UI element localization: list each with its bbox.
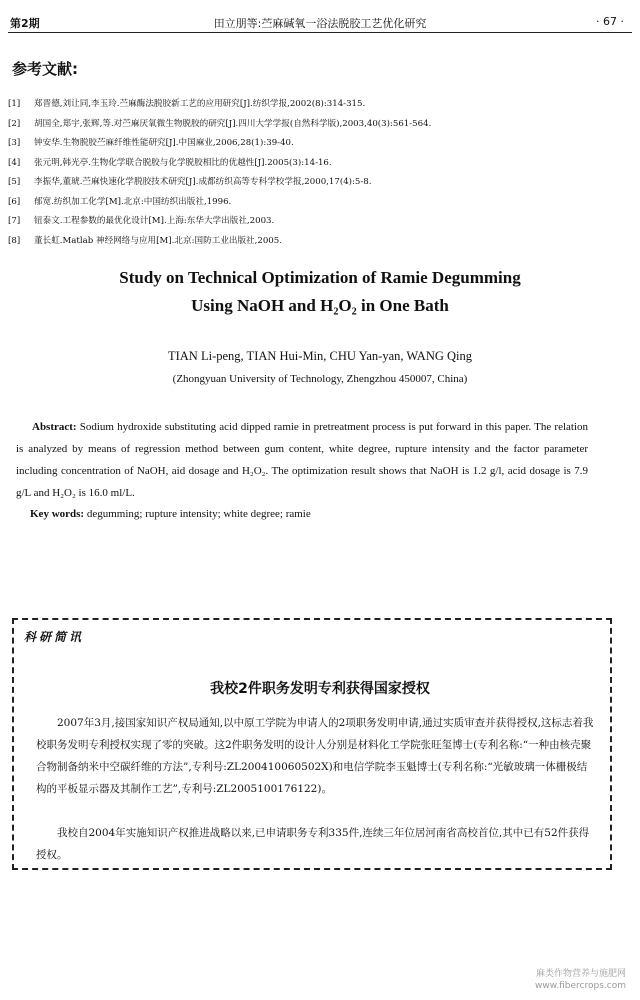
watermark-line2: www.fibercrops.com	[535, 981, 626, 991]
reference-text: 郁宽.纺织加工化学[M].北京:中国纺织出版社,1996.	[34, 196, 232, 207]
watermark-line1: 麻类作物营养与施肥网	[535, 969, 626, 979]
watermark	[535, 968, 626, 992]
reference-item	[8, 134, 628, 154]
reference-item	[8, 193, 628, 213]
reference-list	[8, 95, 628, 251]
reference-number: [6]	[8, 196, 21, 207]
reference-number: [8]	[8, 235, 21, 246]
article-title-line1: Study on Technical Optimization of Ramie Degumming	[119, 268, 521, 287]
reference-item	[8, 154, 628, 174]
reference-number: [1]	[8, 99, 21, 109]
news-box-tag: 科研简讯	[24, 630, 85, 644]
reference-item	[8, 232, 628, 252]
reference-text: 钮泰文.工程参数的最优化设计[M].上海:东华大学出版社,2003.	[34, 216, 275, 226]
reference-item	[8, 115, 628, 135]
reference-text: 郑晋德,刘让同,李玉玲.苎麻酶法脱胶新工艺的应用研究[J].纺织学报,2002(8):314-315.	[34, 99, 366, 109]
abstract-label: Abstract:	[32, 421, 77, 433]
references-heading: 参考文献:	[12, 60, 78, 78]
news-paragraph-1: 2007年3月,接国家知识产权局通知,以中原工学院为申请人的2项职务发明申请,通过实质审查并获得授权,这标志着我校职务发明专利授权实现了零的突破。这2件职务发明的设计人分别是材料化工学院张旺玺博士(专利名称:“一种由核壳聚合物制备纳米中空碳纤维的方法”,专利号:ZL200410060502X)和电信学院李玉魁博士(专利名称:“光敏玻璃一体栅极结构的平板显示器及其制作工艺”,专利号:ZL2005100176122)。	[36, 717, 594, 795]
running-title: 田立朋等:苎麻碱氧一浴法脱胶工艺优化研究	[213, 17, 427, 30]
keywords	[30, 508, 311, 520]
abstract	[16, 416, 588, 504]
abstract-text: Sodium hydroxide substituting acid dipped ramie in pretreatment process is put forward in this paper. The relation is analyzed by means of regression method between gum content, white degree, rupture intensity and the factor parameter including concentration of NaOH, aid dosage and H₂O₂. The optimization result shows that NaOH is 1.2 g/l, acid dosage is 7.9 g/L and H₂O₂ is 16.0 ml/L.	[16, 421, 589, 499]
reference-text: 胡国全,郑宇,张辉,等.对苎麻厌氧微生物脱胶的研究[J].四川大学学报(自然科学版),2003,40(3):561-564.	[34, 118, 432, 129]
reference-number: [5]	[8, 177, 21, 187]
reference-item	[8, 173, 628, 193]
reference-text: 李振华,董琥.苎麻快速化学脱胶技术研究[J].成都纺织高等专科学校学报,2000,17(4):5-8.	[34, 177, 372, 187]
reference-number: [3]	[8, 138, 21, 148]
reference-number: [2]	[8, 118, 21, 129]
page-number: · 67 ·	[596, 15, 624, 28]
article-title-line2: Using NaOH and H₂O₂ in One Bath	[191, 296, 449, 315]
news-paragraph-2: 我校自2004年实施知识产权推进战略以来,已申请职务专利335件,连续三年位居河南省高校首位,其中已有52件获得授权。	[36, 827, 590, 861]
reference-number: [4]	[8, 157, 21, 168]
running-header	[8, 10, 632, 33]
reference-text: 张元明,韩光亭.生物化学联合脱胶与化学脱胶相比的优越性[J].2005(3):14-16.	[34, 157, 332, 168]
reference-text: 钟安华.生物脱胶苎麻纤维性能研究[J].中国麻业,2006,28(1):39-40.	[34, 138, 294, 148]
author-list: TIAN Li-peng, TIAN Hui-Min, CHU Yan-yan, WANG Qing	[167, 349, 473, 363]
keywords-text: degumming; rupture intensity; white degree; ramie	[86, 508, 311, 520]
reference-text: 董长虹.Matlab 神经网络与应用[M].北京:国防工业出版社,2005.	[34, 235, 282, 246]
news-title: 我校2件职务发明专利获得国家授权	[210, 681, 430, 697]
keywords-label: Key words:	[30, 508, 85, 520]
issue-number: 第2期	[10, 17, 40, 30]
reference-number: [7]	[8, 216, 21, 226]
affiliation: (Zhongyuan University of Technology, Zhengzhou 450007, China)	[172, 373, 468, 385]
reference-item	[8, 95, 628, 115]
reference-item	[8, 212, 628, 232]
